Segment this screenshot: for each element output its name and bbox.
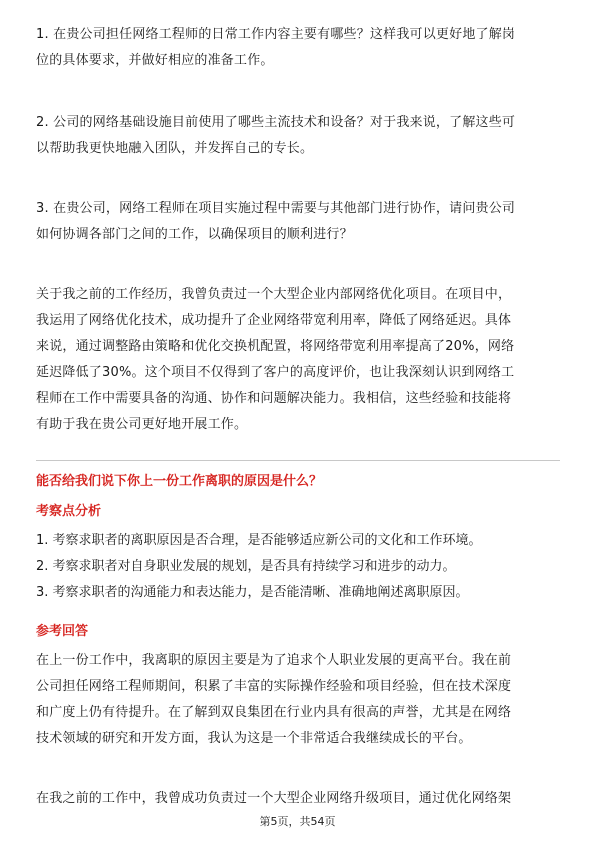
- text-line: 3. 在贵公司，网络工程师在项目实施过程中需要与其他部门进行协作，请问贵公司: [36, 201, 516, 216]
- text-line: 关于我之前的工作经历，我曾负责过一个大型企业内部网络优化项目。在项目中，: [36, 287, 512, 302]
- reference-title: 参考回答: [36, 624, 89, 639]
- analysis-title: 考察点分析: [36, 504, 102, 519]
- interview-question: 能否给我们说下你上一份工作离职的原因是什么？: [36, 474, 323, 489]
- text-line: 有助于我在贵公司更好地开展工作。: [36, 417, 248, 432]
- experience-paragraph: [36, 282, 560, 438]
- text-line: 程师在工作中需要具备的沟通、协作和问题解决能力。我相信，这些经验和技能将: [36, 391, 512, 406]
- text-line: 和广度上仍有待提升。在了解到双良集团在行业内具有很高的声誉，尤其是在网络: [36, 705, 512, 720]
- text-line: 如何协调各部门之间的工作，以确保项目的顺利进行？: [36, 227, 353, 242]
- text-line: 位的具体要求，并做好相应的准备工作。: [36, 53, 274, 68]
- text-line: 公司担任网络工程师期间，积累了丰富的实际操作经验和项目经验，但在技术深度: [36, 679, 512, 694]
- analysis-list: [36, 528, 560, 606]
- text-line: 来说，通过调整路由策略和优化交换机配置，将网络带宽利用率提高了20%，网络: [36, 339, 515, 354]
- text-line: 1. 在贵公司担任网络工程师的日常工作内容主要有哪些？这样我可以更好地了解岗: [36, 27, 516, 42]
- text-line: 在我之前的工作中，我曾成功负责过一个大型企业网络升级项目，通过优化网络架: [36, 791, 512, 806]
- text-line: 技术领域的研究和开发方面，我认为这是一个非常适合我继续成长的平台。: [36, 731, 472, 746]
- list-item: 2. 考察求职者对自身职业发展的规划，是否具有持续学习和进步的动力。: [36, 559, 456, 574]
- reference-paragraph-2: [36, 786, 560, 812]
- text-line: 以帮助我更快地融入团队，并发挥自己的专长。: [36, 141, 314, 156]
- question-paragraph-2: [36, 110, 560, 162]
- page-number: 第5页，共54页: [259, 815, 336, 828]
- text-line: 在上一份工作中，我离职的原因主要是为了追求个人职业发展的更高平台。我在前: [36, 653, 512, 668]
- list-item: 1. 考察求职者的离职原因是否合理，是否能够适应新公司的文化和工作环境。: [36, 533, 482, 548]
- reference-paragraph-1: [36, 648, 560, 752]
- section-divider: [36, 460, 560, 461]
- text-line: 延迟降低了30%。这个项目不仅得到了客户的高度评价，也让我深刻认识到网络工: [36, 365, 515, 380]
- question-paragraph-1: [36, 22, 560, 74]
- text-line: 2. 公司的网络基础设施目前使用了哪些主流技术和设备？对于我来说，了解这些可: [36, 115, 516, 130]
- list-item: 3. 考察求职者的沟通能力和表达能力，是否能清晰、准确地阐述离职原因。: [36, 585, 469, 600]
- question-paragraph-3: [36, 196, 560, 248]
- text-line: 我运用了网络优化技术，成功提升了企业网络带宽利用率，降低了网络延迟。具体: [36, 313, 512, 328]
